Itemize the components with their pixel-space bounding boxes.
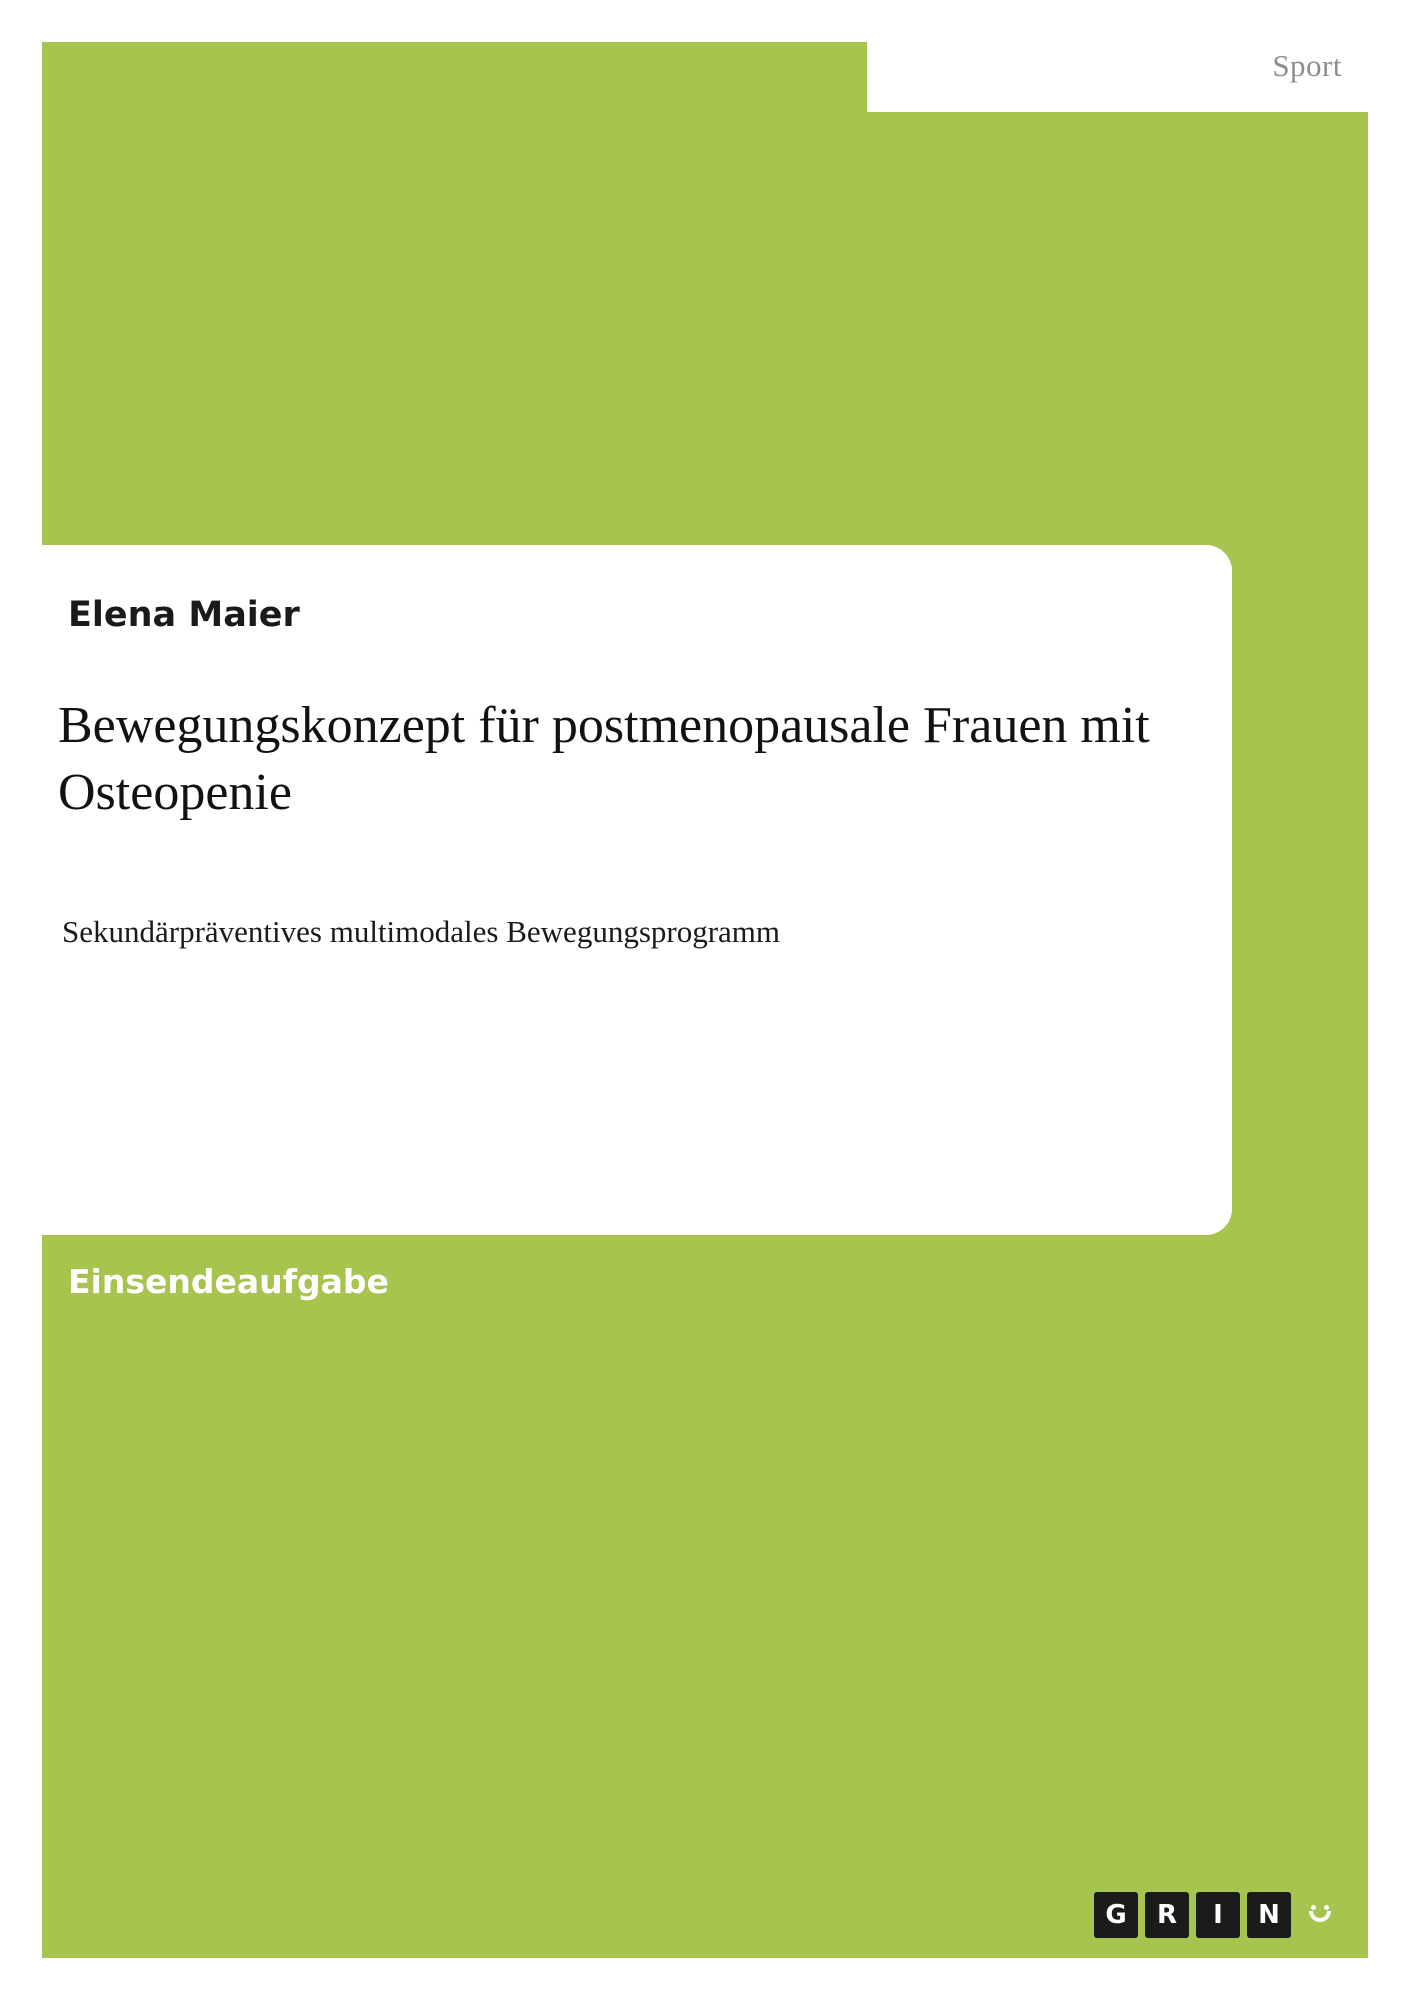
logo-letter-r: R — [1145, 1892, 1189, 1938]
title-card — [0, 545, 1232, 1235]
grin-logo — [1094, 1892, 1342, 1938]
page-title: Bewegungskonzept für postmenopausale Frauen mit Osteopenie — [58, 697, 1150, 821]
logo-letter-n: N — [1247, 1892, 1291, 1938]
author-name: Elena Maier — [68, 595, 300, 635]
document-type-label: Einsendeaufgabe — [68, 1262, 389, 1301]
subtitle: Sekundärpräventives multimodales Bewegungsprogramm — [62, 914, 781, 949]
smiley-icon — [1298, 1892, 1342, 1938]
category-label: Sport — [1272, 48, 1342, 83]
logo-letter-i: I — [1196, 1892, 1240, 1938]
logo-letter-g: G — [1094, 1892, 1138, 1938]
